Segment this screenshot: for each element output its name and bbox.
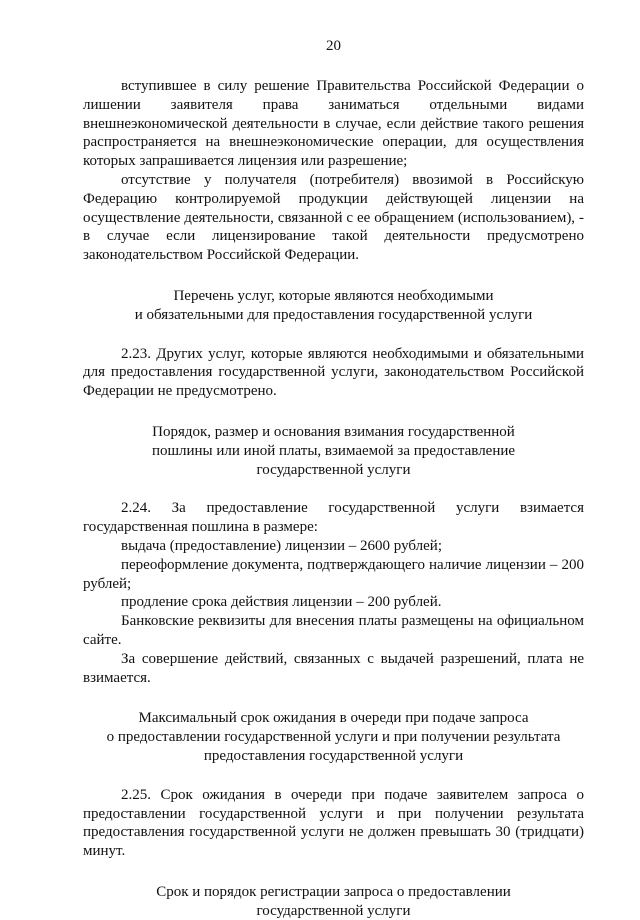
paragraph-missing-license: отсутствие у получателя (потребителя) ввозимой в Российскую Федерацию контролируемой продукции действующей лицензии на осуществление деятельности, связанной с ее обращением (использованием), - в случае если лицензирование такой деятельности предусмотрено законодательством Российской Федерации. (83, 171, 584, 264)
heading-state-fee (83, 423, 584, 479)
fee-item-extension: продление срока действия лицензии – 200 рублей. (121, 594, 442, 611)
paragraph-2-25: 2.25. Срок ожидания в очереди при подаче заявителем запроса о предоставлении государственной услуги и при получении результата предоставления государственной услуги не должен превышать 30 (тридцати) минут. (83, 786, 584, 860)
heading-request-registration (83, 883, 584, 920)
heading-line: Порядок, размер и основания взимания государственной (152, 423, 515, 440)
fee-item-reissue: переоформление документа, подтверждающего наличие лицензии – 200 рублей; (83, 556, 584, 592)
heading-required-services (83, 287, 584, 325)
fee-item-issue: выдача (предоставление) лицензии – 2600 рублей; (121, 537, 442, 554)
heading-line: предоставления государственной услуги (203, 747, 464, 764)
paragraph-no-fee-permits: За совершение действий, связанных с выдачей разрешений, плата не взимается. (83, 650, 584, 686)
heading-line: государственной услуги (256, 461, 411, 478)
heading-line: и обязательными для предоставления государственной услуги (134, 306, 533, 323)
heading-line: Максимальный срок ожидания в очереди при подаче запроса (138, 710, 529, 727)
heading-line: о предоставлении государственной услуги и при получении результата (106, 729, 561, 746)
heading-line: Перечень услуг, которые являются необходимыми (173, 287, 494, 304)
heading-max-wait-time (83, 709, 584, 765)
heading-line: пошлины или иной платы, взимаемой за предоставление (151, 442, 516, 459)
heading-line: государственной услуги (256, 902, 411, 919)
page-number: 20 (326, 38, 341, 54)
paragraph-2-23: 2.23. Других услуг, которые являются необходимыми и обязательными для предоставления государственной услуги, законодательством Российской Федерации не предусмотрено. (83, 345, 584, 400)
paragraph-bank-details: Банковские реквизиты для внесения платы размещены на официальном сайте. (83, 613, 584, 648)
paragraph-revocation-decision: вступившее в силу решение Правительства Российской Федерации о лишении заявителя права заниматься отдельными видами внешнеэкономической деятельности в случае, если действие такого решения распространяется на внешнеэкономические операции, для осуществления которых запрашивается лицензия или разрешение; (83, 78, 584, 170)
heading-line: Срок и порядок регистрации запроса о предоставлении (156, 883, 511, 900)
paragraph-2-24: 2.24. За предоставление государственной услуги взимается государственная пошлина в размере: (83, 500, 584, 536)
